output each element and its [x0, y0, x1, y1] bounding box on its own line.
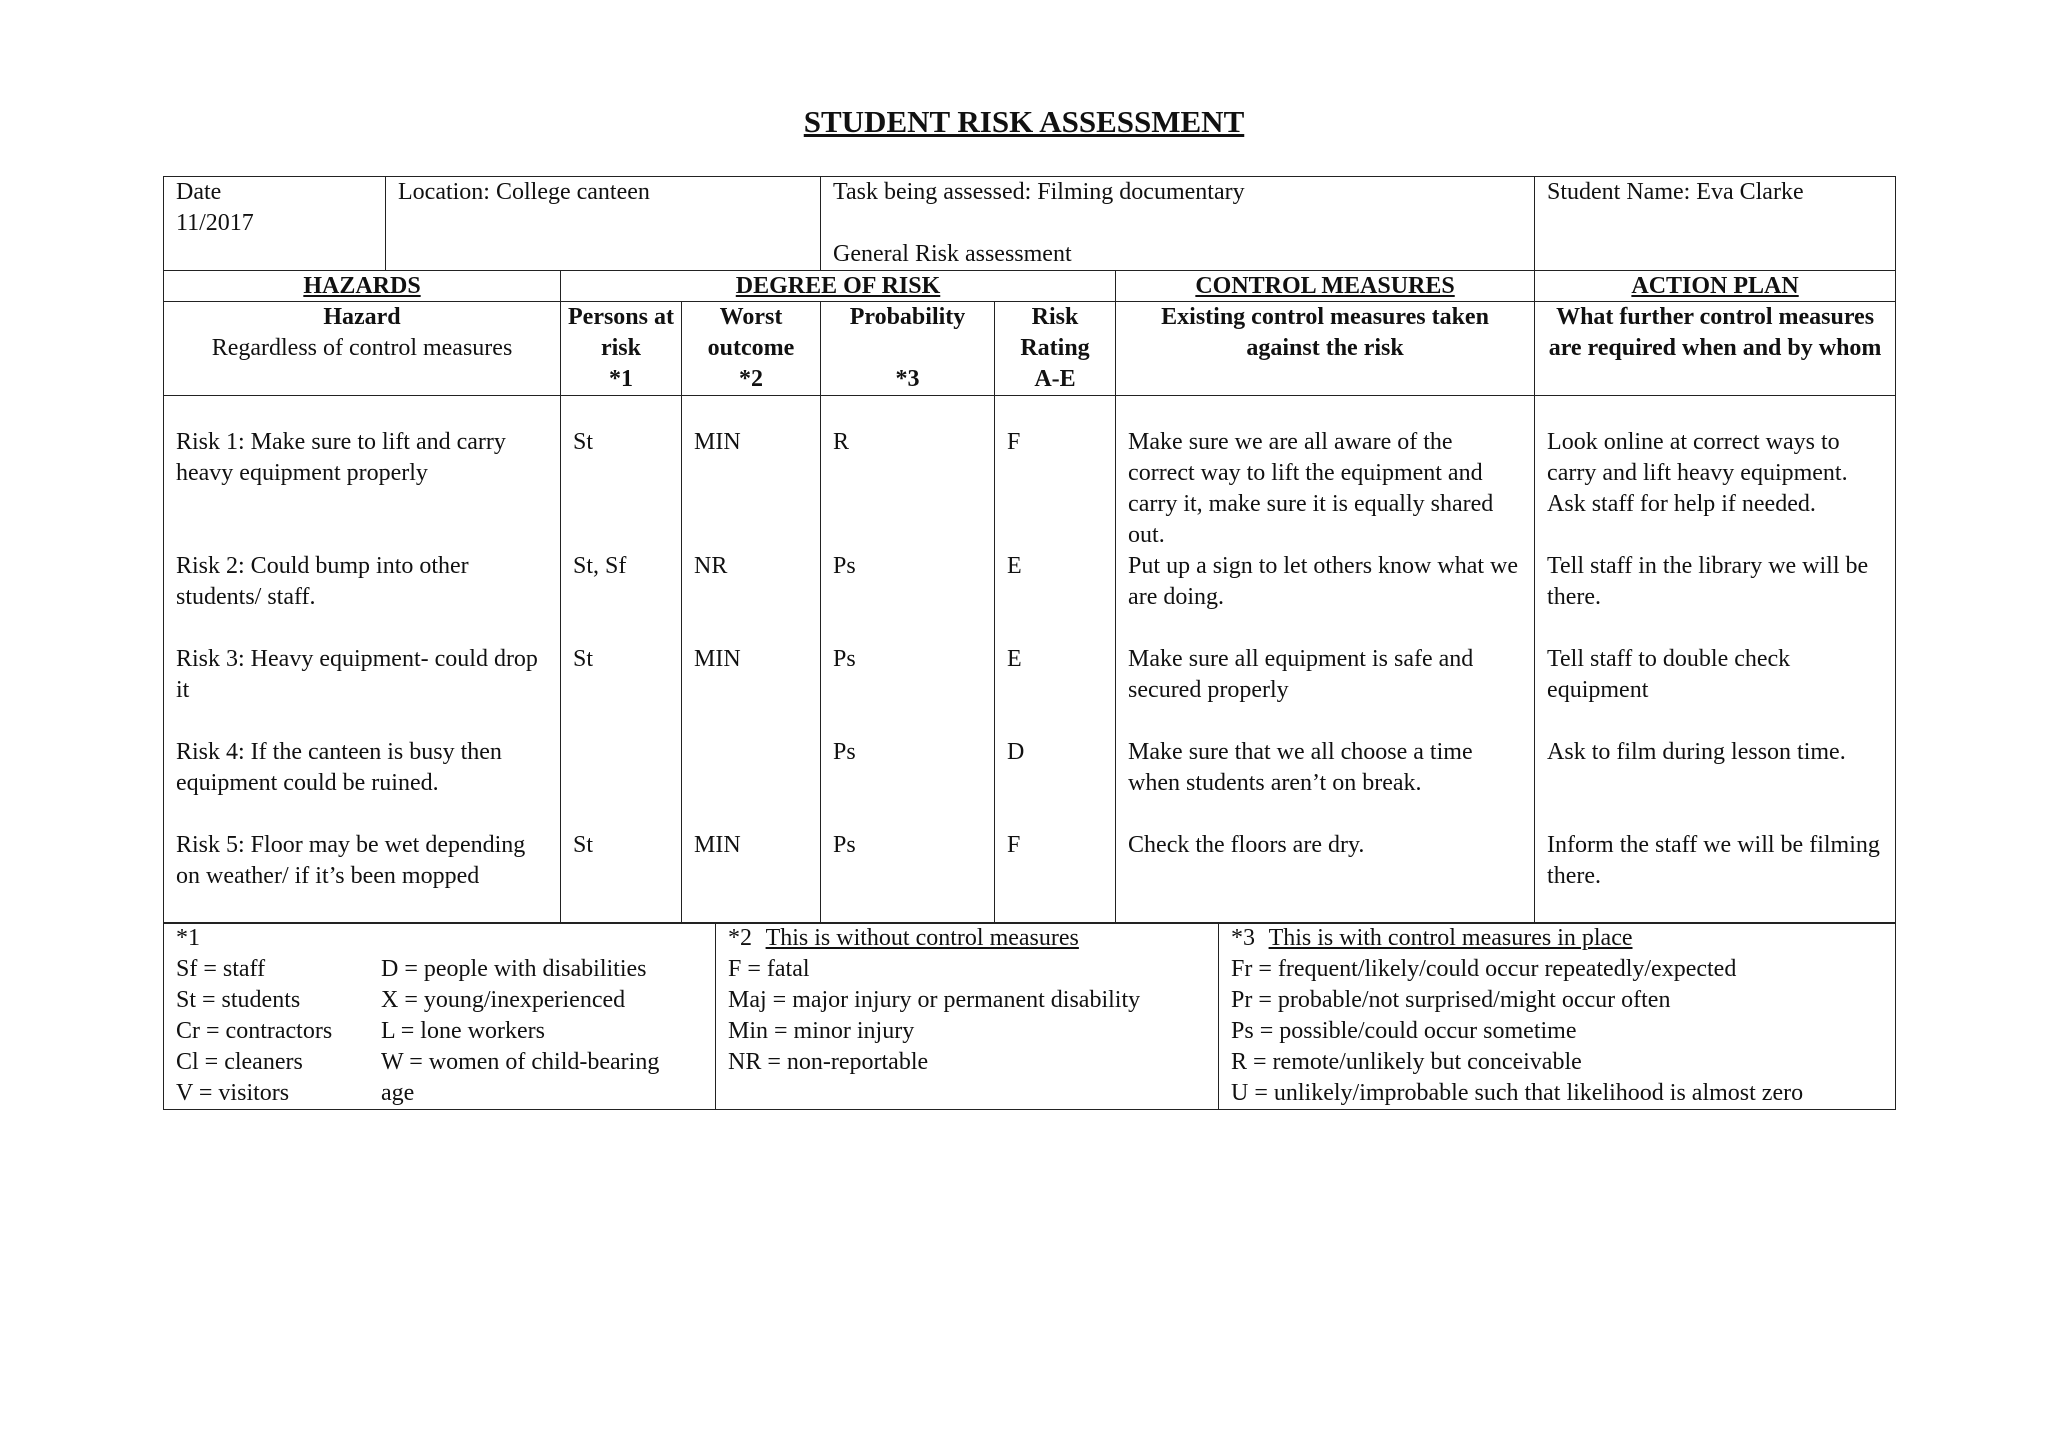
worst-value: MIN: [694, 831, 741, 858]
legend-entry: NR = non-reportable: [728, 1049, 929, 1075]
probability-value: Ps: [833, 831, 856, 858]
legend-persons-left: [176, 954, 381, 1109]
persons-value: St: [573, 428, 594, 455]
probability-value: Ps: [833, 645, 856, 672]
date-cell: [164, 177, 386, 271]
section-hazards: HAZARDS: [164, 270, 561, 301]
rating-value: F: [1007, 831, 1021, 858]
legend-persons-right: [381, 954, 703, 1109]
legend-probability: [1219, 923, 1896, 1110]
legend-entry: Cr = contractors: [176, 1018, 333, 1044]
legend-entry: D = people with disabilities: [381, 956, 647, 982]
worst-column: [682, 395, 821, 923]
legend-probability-ref: *3: [1231, 925, 1255, 951]
col-persons-ref: *1: [609, 365, 633, 392]
legend-probability-heading: This is with control measures in place: [1268, 925, 1633, 951]
section-degree-of-risk: DEGREE OF RISK: [561, 270, 1116, 301]
control-measure: Make sure that we all choose a time when students aren’t on break.: [1128, 738, 1473, 796]
legend-entry: U = unlikely/improbable such that likelihood is almost zero: [1231, 1080, 1804, 1106]
action-item: Inform the staff we will be filming there.: [1547, 831, 1880, 889]
hazard-item: Risk 4: If the canteen is busy then equipment could be ruined.: [176, 738, 502, 796]
legend-entry: Pr = probable/not surprised/might occur often: [1231, 987, 1671, 1013]
probability-value: R: [833, 428, 850, 455]
legend-persons-ref: *1: [176, 925, 200, 951]
col-rating: [995, 301, 1116, 395]
control-measure: Check the floors are dry.: [1128, 831, 1365, 858]
rating-value: E: [1007, 552, 1022, 579]
col-persons-title: Persons at risk: [568, 303, 674, 361]
col-hazard-sub: Regardless of control measures: [211, 334, 513, 361]
col-rating-title: Risk Rating: [1020, 303, 1090, 361]
action-item: Tell staff to double check equipment: [1547, 645, 1791, 703]
date-value: 11/2017: [176, 210, 254, 236]
worst-value: [694, 737, 808, 830]
section-action-plan: ACTION PLAN: [1535, 270, 1896, 301]
rating-value: E: [1007, 645, 1022, 672]
legend-entry: St = students: [176, 987, 301, 1013]
hazard-item: Risk 1: Make sure to lift and carry heavy equipment properly: [176, 428, 506, 486]
location-cell: [386, 177, 821, 271]
section-control-measures: CONTROL MEASURES: [1116, 270, 1535, 301]
probability-column: [821, 395, 995, 923]
col-further-controls: What further control measures are required when and by whom: [1535, 301, 1896, 395]
control-measure: Make sure we are all aware of the correct way to lift the equipment and carry it, make sure it is equally shared out.: [1128, 428, 1494, 548]
legend-entry: Cl = cleaners: [176, 1049, 303, 1075]
task-cell: [821, 177, 1535, 271]
persons-column: [561, 395, 682, 923]
col-worst-ref: *2: [739, 365, 763, 392]
legend-persons: [164, 923, 716, 1110]
header-table: [163, 176, 1896, 271]
persons-value: St: [573, 645, 594, 672]
legend-outcome: [716, 923, 1219, 1110]
actions-column: [1535, 395, 1896, 923]
legend-outcome-heading: This is without control measures: [765, 925, 1079, 951]
legend-entry: F = fatal: [728, 956, 810, 982]
legend-entry: W = women of child-bearing: [381, 1049, 660, 1075]
probability-value: Ps: [833, 738, 856, 765]
student-cell: [1535, 177, 1896, 271]
legend-entry: Ps = possible/could occur sometime: [1231, 1018, 1577, 1044]
worst-value: NR: [694, 552, 728, 579]
section-header-row: [164, 270, 1896, 301]
risk-table: [163, 270, 1896, 924]
persons-value: St, Sf: [573, 552, 627, 579]
worst-value: MIN: [694, 428, 741, 455]
rating-column: [995, 395, 1116, 923]
date-label: Date: [176, 179, 222, 205]
col-worst-title: Worst outcome: [707, 303, 795, 361]
risk-body-row: [164, 395, 1896, 923]
col-hazard-title: Hazard: [323, 303, 401, 330]
persons-value: [573, 737, 669, 830]
hazard-item: Risk 3: Heavy equipment- could drop it: [176, 645, 538, 703]
legend-entry: L = lone workers: [381, 1018, 545, 1044]
col-probability: [821, 301, 995, 395]
col-hazard: [164, 301, 561, 395]
col-rating-sub: A-E: [1034, 365, 1076, 392]
rating-value: F: [1007, 428, 1021, 455]
task-subtext: General Risk assessment: [833, 241, 1072, 267]
legend-entry: X = young/inexperienced: [381, 987, 626, 1013]
location-text: Location: College canteen: [398, 179, 650, 205]
persons-value: St: [573, 831, 594, 858]
page-title: STUDENT RISK ASSESSMENT: [803, 104, 1245, 139]
controls-column: [1116, 395, 1535, 923]
legend-entry: R = remote/unlikely but conceivable: [1231, 1049, 1582, 1075]
action-item: Tell staff in the library we will be there.: [1547, 552, 1869, 610]
legend-entry: Min = minor injury: [728, 1018, 915, 1044]
legend-entry: V = visitors: [176, 1080, 290, 1106]
column-header-row: [164, 301, 1896, 395]
hazard-item: Risk 5: Floor may be wet depending on weather/ if it’s been mopped: [176, 831, 526, 889]
control-measure: Put up a sign to let others know what we are doing.: [1128, 552, 1518, 610]
legend-entry: Maj = major injury or permanent disability: [728, 987, 1141, 1013]
hazards-column: [164, 395, 561, 923]
student-name: Student Name: Eva Clarke: [1547, 179, 1804, 205]
action-item: Ask to film during lesson time.: [1547, 738, 1846, 765]
rating-value: D: [1007, 738, 1025, 765]
col-persons: [561, 301, 682, 395]
hazard-item: Risk 2: Could bump into other students/ staff.: [176, 552, 469, 610]
legend-entry: age: [381, 1080, 415, 1106]
legend-outcome-ref: *2: [728, 925, 752, 951]
worst-value: MIN: [694, 645, 741, 672]
legend-entry: Sf = staff: [176, 956, 266, 982]
action-item: Look online at correct ways to carry and lift heavy equipment. Ask staff for help if needed.: [1547, 428, 1848, 517]
legend-table: [163, 922, 1896, 1110]
col-existing-controls: Existing control measures taken against the risk: [1116, 301, 1535, 395]
col-probability-ref: *3: [895, 365, 920, 392]
probability-value: Ps: [833, 552, 856, 579]
col-probability-title: Probability: [849, 303, 966, 330]
control-measure: Make sure all equipment is safe and secured properly: [1128, 645, 1474, 703]
col-worst: [682, 301, 821, 395]
task-text: Task being assessed: Filming documentary: [833, 179, 1245, 205]
legend-entry: Fr = frequent/likely/could occur repeatedly/expected: [1231, 956, 1737, 982]
risk-assessment-form: [163, 176, 1895, 1110]
